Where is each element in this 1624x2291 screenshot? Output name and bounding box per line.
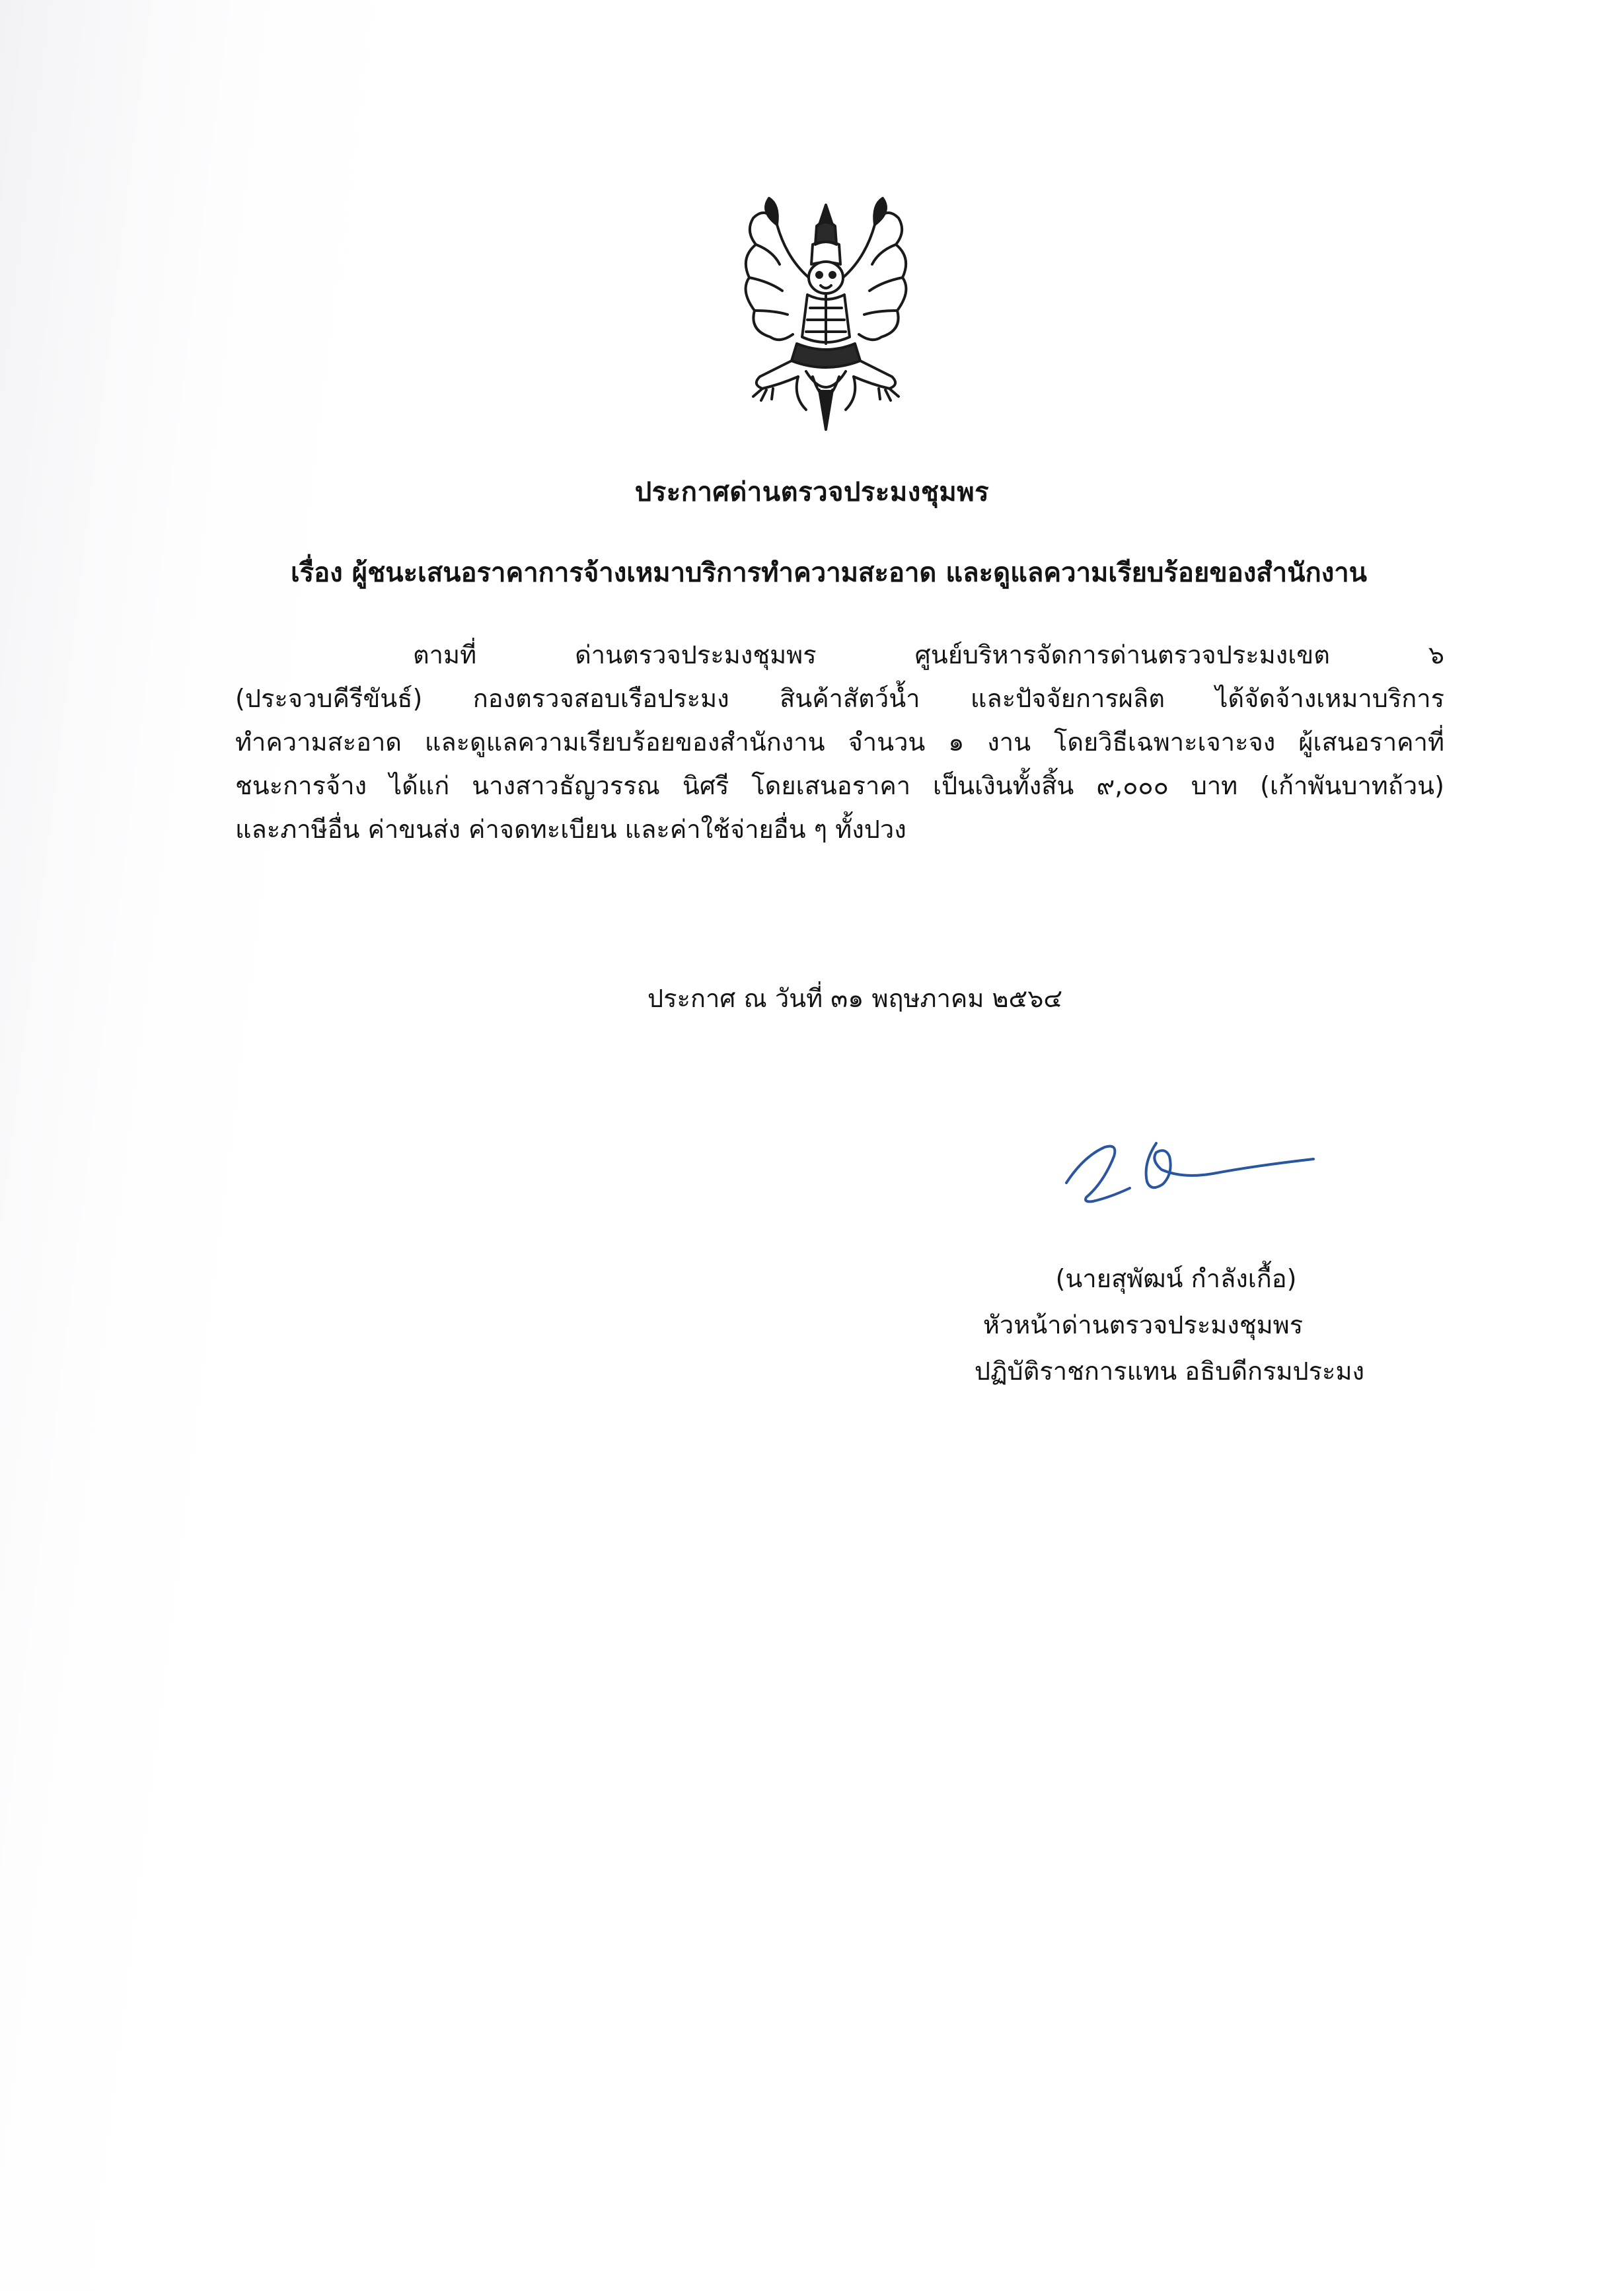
body-paragraph-line: (ประจวบคีรีขันธ์) กองตรวจสอบเรือประมง สินค้าสัตว์น้ำ และปัจจัยการผลิต ได้จัดจ้างเหมาบริการ (235, 684, 1444, 713)
announcement-date: ประกาศ ณ วันที่ ๓๑ พฤษภาคม ๒๕๖๔ (647, 984, 1063, 1013)
handwritten-signature-icon (1057, 1110, 1321, 1209)
body-paragraph-line: และภาษีอื่น ค่าขนส่ง ค่าจดทะเบียน และค่าใช้จ่ายอื่น ๆ ทั้งปวง (235, 815, 906, 844)
signatory-position: หัวหน้าด่านตรวจประมงชุมพร (982, 1310, 1304, 1339)
signatory-acting-for: ปฏิบัติราชการแทน อธิบดีกรมประมง (974, 1357, 1365, 1386)
body-paragraph-line: ชนะการจ้าง ได้แก่ นางสาวธัญวรรณ นิศรี โดยเสนอราคา เป็นเงินทั้งสิ้น ๙,๐๐๐ บาท (เก้าพันบาทถ้วน) (235, 771, 1444, 800)
garuda-emblem-icon (714, 178, 938, 443)
body-paragraph-line: ตามที่ ด่านตรวจประมงชุมพร ศูนย์บริหารจัดการด่านตรวจประมงเขต ๖ (413, 640, 1444, 669)
subject-line: เรื่อง ผู้ชนะเสนอราคาการจ้างเหมาบริการทำความสะอาด และดูแลความเรียบร้อยของสำนักงาน (291, 558, 1368, 588)
body-paragraph-line: ทำความสะอาด และดูแลความเรียบร้อยของสำนักงาน จำนวน ๑ งาน โดยวิธีเฉพาะเจาะจง ผู้เสนอราคาที่ (235, 728, 1444, 757)
signatory-name: (นายสุพัฒน์ กำลังเกื้อ) (1055, 1264, 1297, 1293)
page-title: ประกาศด่านตรวจประมงชุมพร (634, 477, 990, 507)
